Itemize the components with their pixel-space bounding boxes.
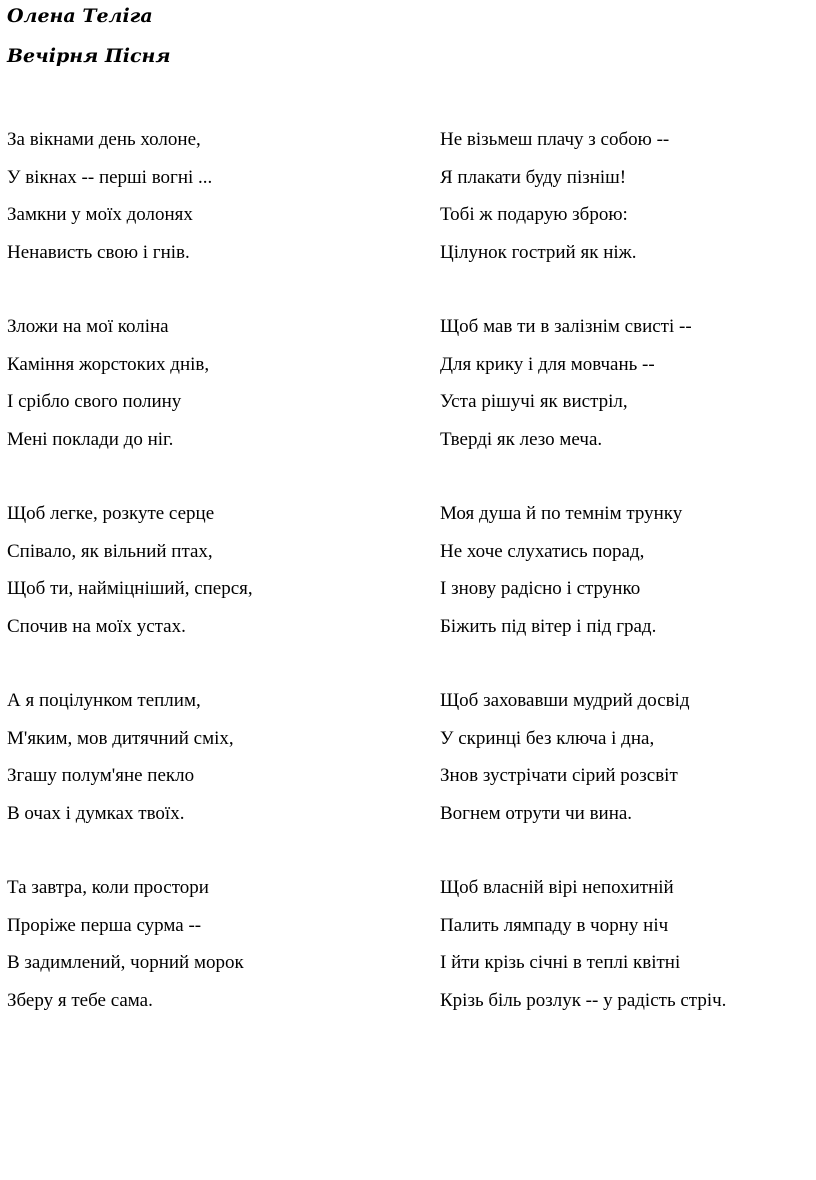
poem-line: Проріже перша сурма --	[7, 914, 202, 936]
poem-line: Мені поклади до ніг.	[7, 428, 174, 450]
stanza	[440, 130, 810, 280]
poem-line: В очах і думках твоїх.	[7, 802, 185, 824]
poem-line: А я поцілунком теплим,	[7, 690, 201, 711]
poem-line: Замкни у моїх долонях	[7, 204, 193, 225]
stanza	[7, 317, 377, 467]
left-column	[7, 130, 377, 1065]
stanza	[7, 691, 377, 841]
right-column	[440, 130, 810, 1065]
stanza	[7, 878, 377, 1028]
poem-line: Спочив на моїх устах.	[7, 615, 186, 637]
stanza	[440, 691, 810, 841]
poem-line: Не візьмеш плачу з собою --	[440, 129, 670, 150]
poem-line: І йти крізь січні в теплі квітні	[440, 952, 681, 973]
stanza	[440, 504, 810, 654]
poem-line: І знову радісно і струнко	[440, 578, 641, 599]
stanza	[7, 504, 377, 654]
poem-line: Щоб заховавши мудрий досвід	[440, 690, 690, 711]
poem-line: У скринці без ключа і дна,	[440, 727, 655, 749]
stanza	[440, 878, 810, 1028]
poem-line: Вогнем отрути чи вина.	[440, 802, 633, 824]
poem-line: Знов зустрічати сірий розсвіт	[440, 765, 678, 786]
poem-line: За вікнами день холоне,	[7, 129, 201, 150]
stanza	[7, 130, 377, 280]
poem-line: Каміння жорстоких днів,	[7, 353, 210, 375]
poem-line: Щоб легке, розкуте серце	[7, 503, 215, 524]
poem-line: Згашу полум'яне пекло	[7, 765, 195, 786]
poem-line: Цілунок гострий як ніж.	[440, 241, 637, 263]
poem-line: Співало, як вільний птах,	[7, 540, 213, 562]
poem-line: Ненависть свою і гнів.	[7, 241, 190, 263]
poem-line: Моя душа й по темнім трунку	[440, 503, 683, 524]
poem-line: Зберу я тебе сама.	[7, 989, 153, 1011]
poem-line: Зложи на мої коліна	[7, 316, 169, 337]
poem-line: Щоб власній вірі непохитній	[440, 877, 674, 898]
poem-title: Вечірня Пісня	[7, 45, 171, 67]
poem-author: Олена Теліга	[7, 5, 153, 27]
poem-line: І срібло свого полину	[7, 391, 182, 412]
stanza	[440, 317, 810, 467]
poem-line: Уста рішучі як вистріл,	[440, 391, 628, 412]
poem-line: Щоб ти, найміцніший, сперся,	[7, 578, 253, 599]
poem-line: Тобі ж подарую зброю:	[440, 204, 628, 225]
poem-line: В задимлений, чорний морок	[7, 952, 244, 973]
poem-line: М'яким, мов дитячний сміх,	[7, 727, 234, 749]
poem-line: Крізь біль розлук -- у радість стріч.	[440, 989, 727, 1011]
poem-line: Тверді як лезо меча.	[440, 428, 603, 450]
poem-line: Я плакати буду пізніш!	[440, 166, 627, 188]
poem-line: Для крику і для мовчань --	[440, 353, 655, 375]
poem-line: Палить лямпаду в чорну ніч	[440, 914, 669, 936]
poem-line: Щоб мав ти в залізнім свисті --	[440, 316, 692, 337]
poem-line: Біжить під вітер і під град.	[440, 615, 657, 637]
poem-line: У вікнах -- перші вогні ...	[7, 166, 213, 188]
poem-line: Та завтра, коли простори	[7, 877, 209, 898]
poem-line: Не хоче слухатись порад,	[440, 540, 645, 562]
